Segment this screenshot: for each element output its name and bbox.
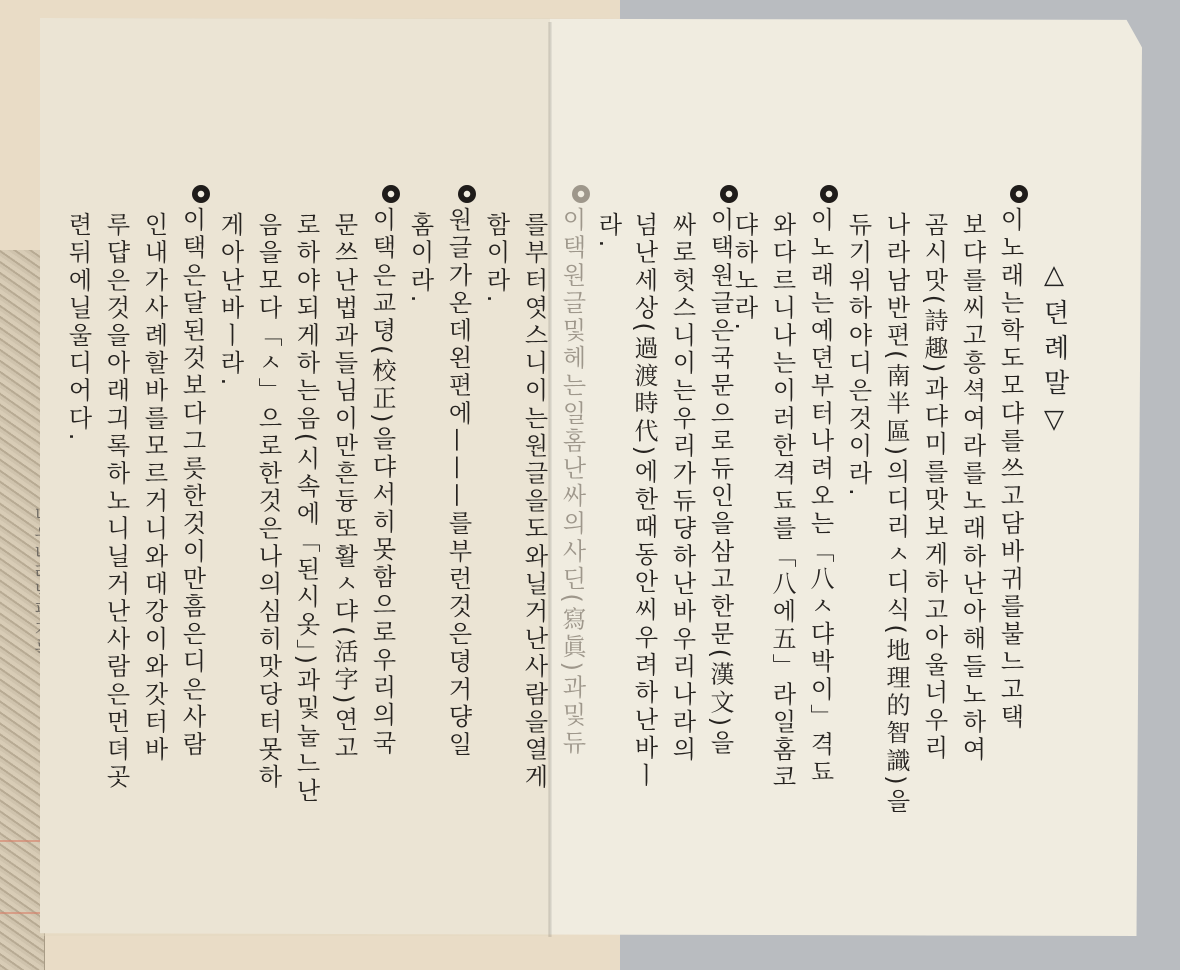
text-line: 게아난바ㅣ라. [216, 212, 244, 389]
text-column [96, 212, 134, 792]
text-line: 문쓰난법과들님이만흔듕또활ㅅ댜(活字)연고 [330, 212, 358, 763]
text-column [476, 212, 514, 306]
text-column [362, 185, 400, 757]
text-line: 나라남반편(南半區)의디리ㅅ디식(地理的智識)을 [882, 212, 910, 816]
text-line: 원글가온데왼편에———를부런것은뎡거댱일 [444, 207, 472, 759]
text-column [324, 212, 362, 762]
text-line: 곰시맛(詩趣)과댜미를맛보게하고아울너우리 [920, 212, 948, 763]
bullet-icon [458, 185, 476, 203]
text-line: 와다르니나는이러한격됴를「八에五」라일홈코 [768, 212, 796, 792]
text-line: 이택원글및헤는일홈난싸의사딘(寫眞)과및듀 [558, 207, 586, 758]
text-line: 싸로헛스니이는우리가듀댱하난바우리나라의 [668, 212, 696, 764]
text-column [700, 185, 738, 757]
text-line: 이택원글은국문으로듀인을삼고한문(漢文)을 [706, 207, 734, 758]
text-column [134, 212, 172, 764]
text-column [914, 212, 952, 762]
red-stamp-fragment [0, 840, 44, 914]
bullet-icon [1010, 185, 1028, 203]
text-line: 이택은달된것보다그릇한것이만흠은디은사람 [178, 207, 206, 759]
text-column [588, 212, 626, 251]
text-line: 라. [594, 212, 622, 251]
text-line: 듀기위하야디은것이라. [844, 212, 872, 500]
bullet-icon [382, 185, 400, 203]
text-line: 보댜를씨고흥셕여라를노래하난아해들노하여 [958, 212, 986, 764]
text-line: 를부터엿스니이는원글을도와닐거난사람을열게 [520, 212, 548, 792]
text-line: 인내가사례할바를모르거니와대강이와갓터바 [140, 212, 168, 764]
text-column [990, 185, 1028, 731]
text-line: 댜하노라. [730, 212, 758, 334]
text-column [552, 185, 590, 757]
text-line: 련뒤에닐울디어다. [64, 212, 92, 445]
text-column [438, 185, 476, 759]
text-column [248, 212, 286, 792]
bullet-icon [720, 185, 738, 203]
page-heading: △뎐례말▽ [1039, 260, 1069, 444]
text-column [762, 212, 800, 792]
text-column [800, 185, 838, 787]
text-column [838, 212, 876, 499]
text-column [662, 212, 700, 764]
text-line: 홈이라. [406, 212, 434, 307]
text-line: 루댭은것을아래긔록하노니닐거난사람은먼뎌곳 [102, 212, 130, 792]
text-line: 이노래는예뎐부터나려오는「八ㅅ댜박이」격됴 [806, 207, 834, 787]
text-column [210, 212, 248, 389]
text-column [952, 212, 990, 764]
text-line: 로하야되게하는음(시속에「된시옷」)과및눌느난 [292, 212, 320, 806]
bullet-icon [192, 185, 210, 203]
text-line: 음을모다「ㅅ」으로한것은나의심히맛당터못하 [254, 212, 282, 792]
bullet-icon [572, 185, 590, 203]
bullet-icon [820, 185, 838, 203]
text-column [172, 185, 210, 759]
text-column [286, 212, 324, 806]
text-column [514, 212, 552, 792]
text-column [876, 212, 914, 816]
text-column [400, 212, 438, 306]
text-line: 넘난세상(過渡時代)에한때동안씨우려하난바ㅣ [630, 212, 658, 790]
text-column [624, 212, 662, 790]
text-line: 이노래는학도모댜를쓰고담바귀를불느고택 [996, 207, 1024, 732]
text-column [58, 212, 96, 444]
text-line: 이택은교뎡(校正)을댜서히못함으로우리의국 [368, 207, 396, 758]
text-line: 함이라. [482, 212, 510, 307]
